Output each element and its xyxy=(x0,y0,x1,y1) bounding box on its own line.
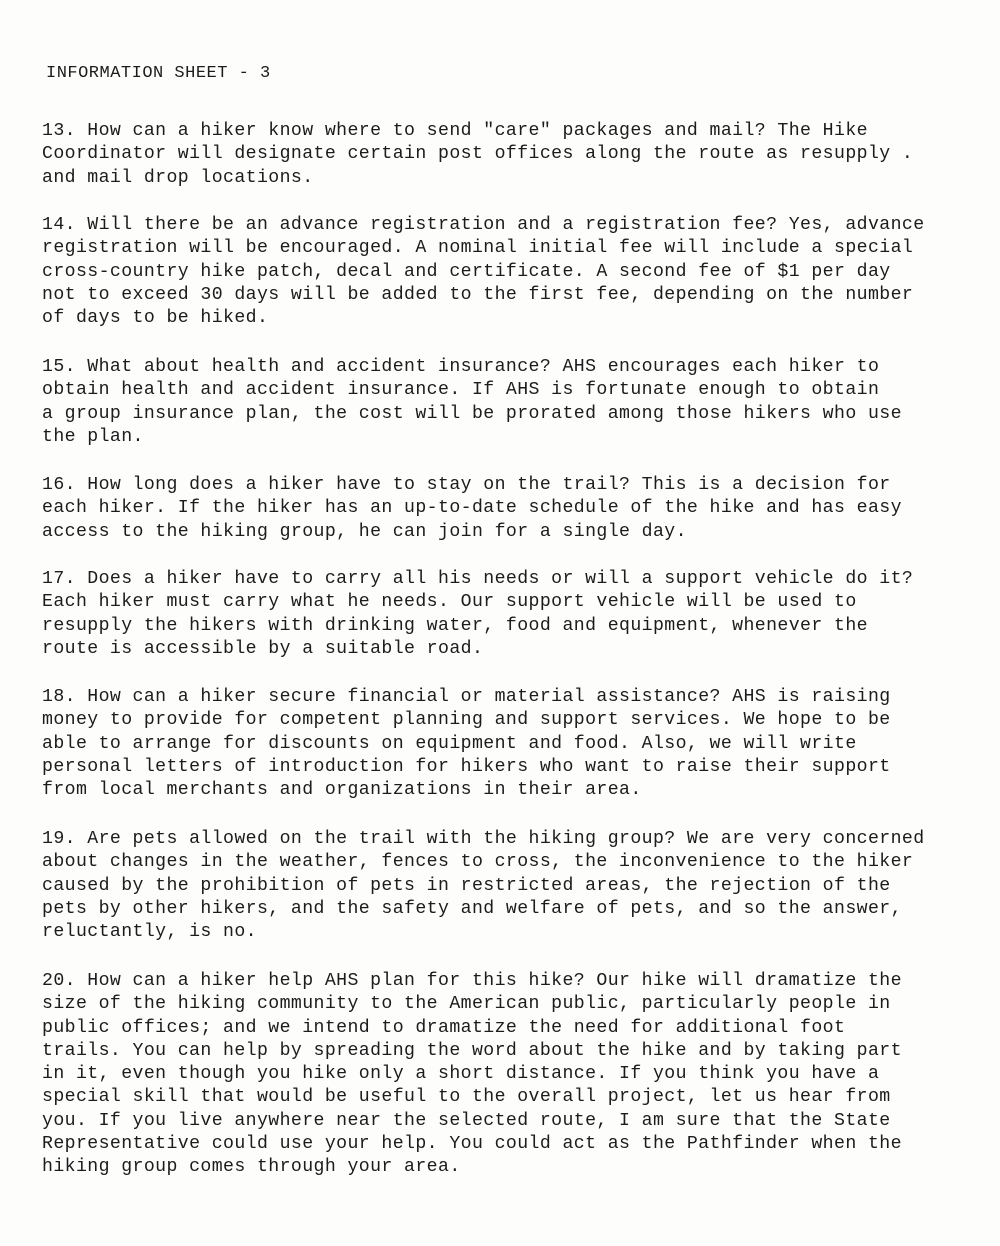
faq-line: not to exceed 30 days will be added to the first fee, depending on the number xyxy=(42,284,914,305)
faq-line: and mail drop locations. xyxy=(42,167,314,188)
faq-item-18 xyxy=(42,686,952,802)
faq-item-16 xyxy=(42,474,952,544)
faq-line: trails. You can help by spreading the word about the hike and by taking part xyxy=(42,1040,902,1061)
faq-item-17 xyxy=(42,568,952,661)
faq-line: public offices; and we intend to dramatize the need for additional foot xyxy=(42,1017,846,1038)
faq-line: resupply the hikers with drinking water, food and equipment, whenever the xyxy=(42,615,868,636)
page-title: INFORMATION SHEET - 3 xyxy=(46,64,271,83)
faq-line: special skill that would be useful to the overall project, let us hear from xyxy=(42,1087,891,1108)
faq-line: Coordinator will designate certain post offices along the route as resupply . xyxy=(42,144,914,165)
faq-line: size of the hiking community to the American public, particularly people in xyxy=(42,994,891,1015)
faq-line: reluctantly, is no. xyxy=(42,922,257,943)
faq-line: 19. Are pets allowed on the trail with the hiking group? We are very concerned xyxy=(42,829,925,849)
faq-line: registration will be encouraged. A nominal initial fee will include a special xyxy=(42,238,914,259)
faq-line: 14. Will there be an advance registration and a registration fee? Yes, advance xyxy=(42,215,925,235)
faq-line: caused by the prohibition of pets in restricted areas, the rejection of the xyxy=(42,875,891,896)
faq-item-19 xyxy=(42,828,952,944)
faq-line: each hiker. If the hiker has an up-to-date schedule of the hike and has easy xyxy=(42,498,902,519)
faq-line: 13. How can a hiker know where to send "care" packages and mail? The Hike xyxy=(42,121,868,141)
faq-line: access to the hiking group, he can join for a single day. xyxy=(42,521,687,542)
faq-line: Each hiker must carry what he needs. Our support vehicle will be used to xyxy=(42,592,857,613)
faq-line: 16. How long does a hiker have to stay on the trail? This is a decision for xyxy=(42,475,891,495)
faq-item-15 xyxy=(42,356,952,449)
faq-item-13 xyxy=(42,120,952,190)
faq-line: about changes in the weather, fences to cross, the inconvenience to the hiker xyxy=(42,852,914,873)
faq-line: the plan. xyxy=(42,426,144,447)
faq-line: hiking group comes through your area. xyxy=(42,1157,461,1178)
faq-line: obtain health and accident insurance. If AHS is fortunate enough to obtain xyxy=(42,380,880,401)
faq-line: Representative could use your help. You could act as the Pathfinder when the xyxy=(42,1134,902,1155)
faq-line: money to provide for competent planning and support services. We hope to be xyxy=(42,710,891,731)
faq-line: personal letters of introduction for hikers who want to raise their support xyxy=(42,756,891,777)
faq-line: a group insurance plan, the cost will be prorated among those hikers who use xyxy=(42,403,902,424)
faq-line: you. If you live anywhere near the selected route, I am sure that the State xyxy=(42,1110,891,1131)
faq-line: pets by other hikers, and the safety and welfare of pets, and so the answer, xyxy=(42,898,902,919)
faq-line: 20. How can a hiker help AHS plan for this hike? Our hike will dramatize the xyxy=(42,971,902,991)
faq-line: 17. Does a hiker have to carry all his needs or will a support vehicle do it? xyxy=(42,569,914,589)
faq-line: of days to be hiked. xyxy=(42,308,269,329)
faq-line: from local merchants and organizations in their area. xyxy=(42,780,642,801)
faq-item-20 xyxy=(42,970,952,1180)
faq-line: route is accessible by a suitable road. xyxy=(42,638,484,659)
faq-line: 18. How can a hiker secure financial or material assistance? AHS is raising xyxy=(42,687,891,707)
faq-line: able to arrange for discounts on equipment and food. Also, we will write xyxy=(42,733,857,754)
faq-line: cross-country hike patch, decal and certificate. A second fee of $1 per day xyxy=(42,261,891,282)
faq-line: in it, even though you hike only a short distance. If you think you have a xyxy=(42,1064,880,1085)
faq-item-14 xyxy=(42,214,952,330)
faq-line: 15. What about health and accident insurance? AHS encourages each hiker to xyxy=(42,357,880,377)
